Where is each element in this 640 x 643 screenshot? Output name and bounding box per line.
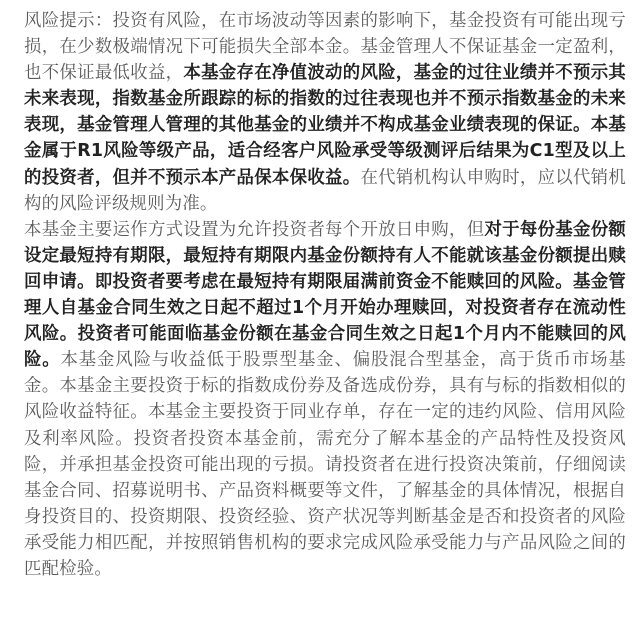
risk-intro-text: 风险提示：投资有风险，在市场波动等因素的影响下，基金投资有可能出现亏损，在少数极端情况下可能损失全部本金。基金管理人不保证基金一定盈利，也不保证最低收益， xyxy=(24,11,626,84)
risk-profile-text: 本基金风险与收益低于股票型基金、偏股混合型基金，高于货币市场基金。本基金主要投资于标的指数成份券及备选成份券，具有与标的指数相似的风险收益特征。本基金主要投资于同业存单，存在一定的违约风险、信用风险及利率风险。投资者投资本基金前，需充分了解本基金的产品特性及投资风险，并承担基金投资可能出现的亏损。请投资者在进行投资决策前，仔细阅读基金合同、招募说明书、产品资料概要等文件，了解基金的具体情况，根据自身投资目的、投资期限、投资经验、资产状况等判断基金是否和投资者的风险承受能力相匹配，并按照销售机构的要求完成风险承受能力与产品风险之间的匹配检验。 xyxy=(24,350,626,579)
operation-mode-text: 本基金主要运作方式设置为允许投资者每个开放日申购，但 xyxy=(24,219,485,240)
risk-emphasis-text: 本基金存在净值波动的风险，基金的过往业绩并不预示其未来表现，指数基金所跟踪的标的指数的过往表现也并不预示指数基金的未来表现，基金管理人管理的其他基金的业绩并不构成基金业绩表现的保证。本基金属于R1风险等级产品，适合经客户风险承受等级测评后结果为C1型及以上的投资者，但并不预示本产品保本保收益。 xyxy=(24,63,626,188)
channel-rule-text: 在代销机构认申购时，应以代销机构的风险评级规则为准。 xyxy=(24,167,626,214)
holding-period-emphasis-text: 对于每份基金份额设定最短持有期限，最短持有期限内基金份额持有人不能就该基金份额提出赎回申请。即投资者要考虑在最短持有期限届满前资金不能赎回的风险。基金管理人自基金合同生效之日起不超过1个月开始办理赎回，对投资者存在流动性风险。投资者可能面临基金份额在基金合同生效之日起1个月内不能赎回的风险。 xyxy=(24,219,626,371)
risk-paragraph-2 xyxy=(24,217,626,582)
risk-paragraph-1 xyxy=(24,8,626,217)
